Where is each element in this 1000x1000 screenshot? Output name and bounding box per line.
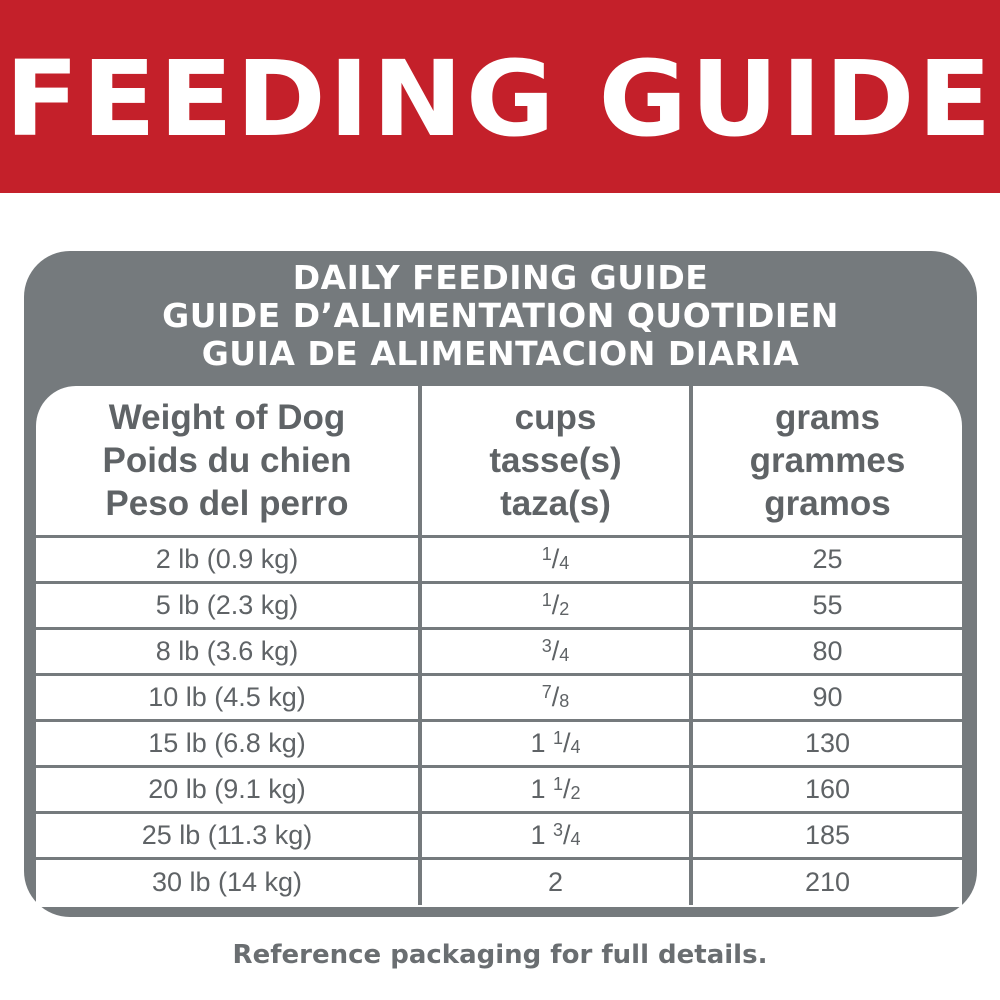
card-title xyxy=(24,259,977,373)
cell-grams: 90 xyxy=(691,675,962,721)
header-weight-fr: Poids du chien xyxy=(102,441,352,480)
page-title: FEEDING GUIDE xyxy=(5,37,995,160)
cups-whole: 1 xyxy=(530,728,546,758)
cups-numerator: 1 xyxy=(553,728,564,748)
header-weight-es: Peso del perro xyxy=(105,484,349,523)
table-header-row xyxy=(36,386,962,537)
header-weight-en: Weight of Dog xyxy=(108,398,346,437)
cell-cups xyxy=(420,767,691,813)
feeding-guide-card xyxy=(24,251,977,917)
table-row xyxy=(36,629,962,675)
cups-denominator: 2 xyxy=(570,783,581,803)
cell-grams: 210 xyxy=(691,859,962,905)
cups-denominator: 8 xyxy=(559,691,570,711)
cups-numerator: 7 xyxy=(541,682,552,702)
footer-note: Reference packaging for full details. xyxy=(232,940,768,970)
cups-denominator: 4 xyxy=(570,737,581,757)
header-grams-fr: grammes xyxy=(749,441,906,480)
fraction-slash: / xyxy=(551,682,560,712)
cell-grams: 25 xyxy=(691,537,962,583)
fraction-slash: / xyxy=(551,590,560,620)
feeding-table-container xyxy=(36,386,962,907)
table-row xyxy=(36,583,962,629)
cell-cups xyxy=(420,629,691,675)
cups-whole: 1 xyxy=(530,774,546,804)
fraction-slash: / xyxy=(551,636,560,666)
cell-grams: 185 xyxy=(691,813,962,859)
cell-cups xyxy=(420,859,691,905)
cups-numerator: 1 xyxy=(541,590,552,610)
cups-numerator: 3 xyxy=(553,820,564,840)
cell-weight: 2 lb (0.9 kg) xyxy=(36,537,420,583)
cups-numerator: 3 xyxy=(541,636,552,656)
header-cups-en: cups xyxy=(514,398,597,437)
cups-amount xyxy=(542,590,570,620)
cups-amount xyxy=(530,774,580,804)
cups-denominator: 4 xyxy=(559,645,570,665)
table-row xyxy=(36,675,962,721)
cups-denominator: 4 xyxy=(559,553,570,573)
cups-amount xyxy=(542,544,570,574)
table-row xyxy=(36,537,962,583)
cups-denominator: 4 xyxy=(570,829,581,849)
cell-weight: 20 lb (9.1 kg) xyxy=(36,767,420,813)
cell-cups xyxy=(420,537,691,583)
cups-amount xyxy=(542,636,570,666)
cell-weight: 10 lb (4.5 kg) xyxy=(36,675,420,721)
header-grams-en: grams xyxy=(774,398,881,437)
table-row xyxy=(36,767,962,813)
card-title-es: GUIA DE ALIMENTACION DIARIA xyxy=(201,334,800,373)
cell-grams: 130 xyxy=(691,721,962,767)
cups-amount xyxy=(548,867,563,897)
cell-grams: 55 xyxy=(691,583,962,629)
table-body xyxy=(36,537,962,905)
fraction-slash: / xyxy=(551,544,560,574)
header-banner xyxy=(0,0,1000,193)
table-row xyxy=(36,859,962,905)
cell-grams: 160 xyxy=(691,767,962,813)
feeding-table xyxy=(36,386,962,905)
cell-weight: 8 lb (3.6 kg) xyxy=(36,629,420,675)
cell-cups xyxy=(420,813,691,859)
header-grams xyxy=(691,386,962,537)
cell-weight: 25 lb (11.3 kg) xyxy=(36,813,420,859)
table-row xyxy=(36,721,962,767)
cups-whole: 2 xyxy=(547,866,564,897)
cups-amount xyxy=(530,820,580,850)
fraction-slash: / xyxy=(563,774,571,804)
header-cups xyxy=(420,386,691,537)
cups-amount xyxy=(542,682,570,712)
cell-cups xyxy=(420,675,691,721)
fraction-slash: / xyxy=(563,820,571,850)
cell-cups xyxy=(420,583,691,629)
cups-numerator: 1 xyxy=(553,774,564,794)
cell-weight: 5 lb (2.3 kg) xyxy=(36,583,420,629)
cups-numerator: 1 xyxy=(541,544,552,564)
header-cups-fr: tasse(s) xyxy=(489,441,622,480)
cups-denominator: 2 xyxy=(559,599,570,619)
cell-weight: 15 lb (6.8 kg) xyxy=(36,721,420,767)
card-title-fr: GUIDE D’ALIMENTATION QUOTIDIEN xyxy=(162,296,839,335)
header-grams-es: gramos xyxy=(764,484,891,523)
cups-amount xyxy=(530,728,580,758)
cell-cups xyxy=(420,721,691,767)
cups-whole: 1 xyxy=(530,820,546,850)
fraction-slash: / xyxy=(563,728,571,758)
cell-weight: 30 lb (14 kg) xyxy=(36,859,420,905)
header-cups-es: taza(s) xyxy=(500,484,611,523)
card-title-en: DAILY FEEDING GUIDE xyxy=(292,258,709,297)
table-row xyxy=(36,813,962,859)
cell-grams: 80 xyxy=(691,629,962,675)
header-weight xyxy=(36,386,420,537)
